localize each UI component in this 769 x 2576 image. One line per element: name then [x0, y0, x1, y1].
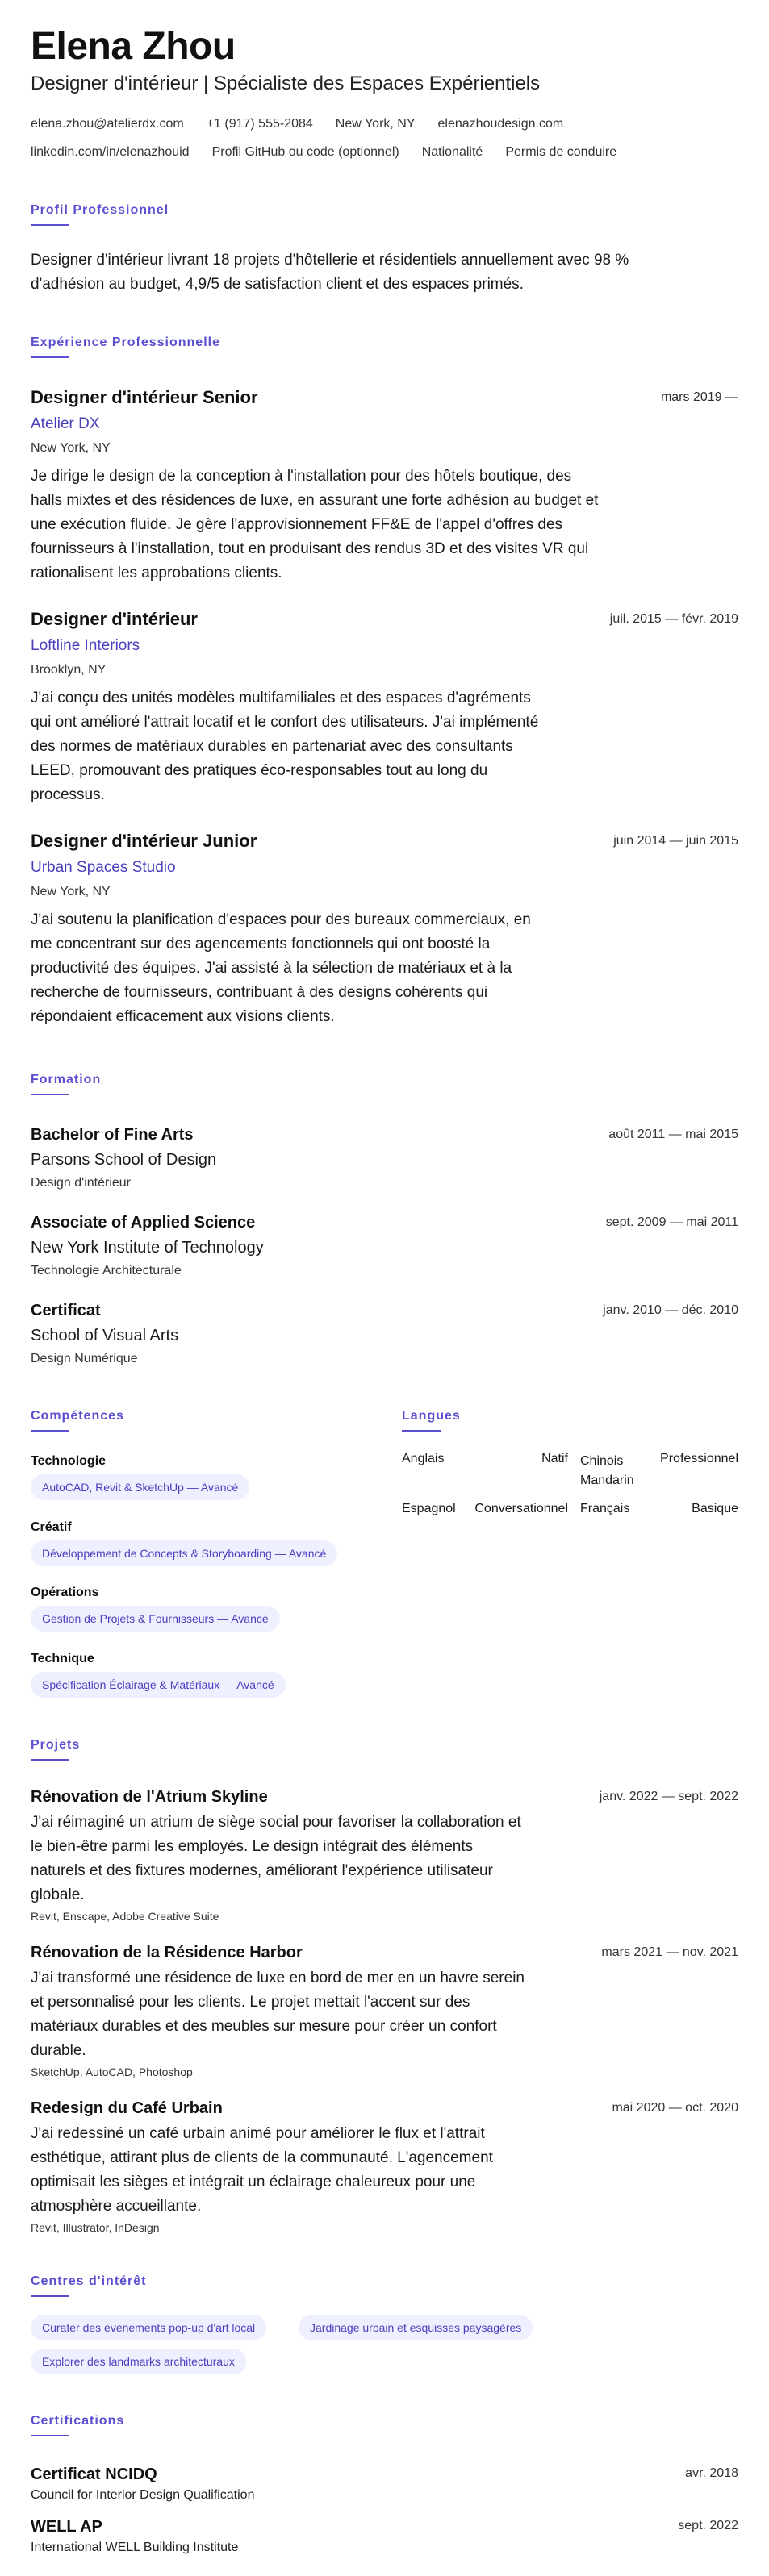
- website-link[interactable]: elenazhoudesign.com: [437, 117, 564, 131]
- interest-chip: Explorer des landmarks architecturaux: [31, 2349, 246, 2374]
- section-rule: [31, 2295, 69, 2297]
- job-company: Urban Spaces Studio: [31, 859, 176, 876]
- job-description-line: processus.: [31, 786, 105, 803]
- job-description-line: me concentrant sur des agencements fonctionnels qui ont boosté la: [31, 936, 491, 952]
- job-description: [31, 908, 660, 1029]
- job-description-line: répondaient efficacement aux visions clients.: [31, 1008, 335, 1025]
- section-title-languages: Langues: [402, 1409, 461, 1423]
- project-title: Rénovation de la Résidence Harbor: [31, 1944, 303, 1961]
- job-dates: juil. 2015 — févr. 2019: [609, 612, 738, 626]
- cert-name: WELL AP: [31, 2518, 102, 2536]
- job-description-line: LEED, promouvant des pratiques éco-responsables tout au long du: [31, 762, 488, 779]
- edu-dates: sept. 2009 — mai 2011: [605, 1215, 738, 1229]
- project-description-line: et personnalisé pour les clients. Le projet mettait l'accent sur des: [31, 1994, 470, 2011]
- edu-degree: Certificat: [31, 1302, 101, 1319]
- edu-field: Design d'intérieur: [31, 1176, 132, 1190]
- cert-date: sept. 2022: [678, 2519, 738, 2532]
- job-description-line: Je dirige le design de la conception à l'installation pour des hôtels boutique, des: [31, 468, 572, 485]
- github-link[interactable]: Profil GitHub ou code (optionnel): [211, 145, 399, 159]
- section-rule: [31, 1430, 69, 1432]
- job-description-line: recherche de fournisseurs, contribuant à des designs cohérents qui: [31, 984, 488, 1001]
- section-rule: [31, 224, 69, 226]
- contact-row-1: [31, 117, 586, 131]
- cert-issuer: International WELL Building Institute: [31, 2541, 239, 2554]
- language-name: Français: [580, 1502, 630, 1515]
- project-dates: mars 2021 — nov. 2021: [601, 1945, 738, 1959]
- section-rule: [31, 2435, 69, 2436]
- job-title: Designer d'intérieur: [31, 609, 198, 629]
- project-description-line: J'ai réimaginé un atrium de siège social pour favoriser la collaboration et: [31, 1814, 521, 1831]
- section-rule: [31, 356, 69, 358]
- project-title: Redesign du Café Urbain: [31, 2099, 223, 2117]
- job-dates: juin 2014 — juin 2015: [613, 834, 738, 848]
- project-title: Rénovation de l'Atrium Skyline: [31, 1788, 268, 1806]
- project-tools: Revit, Enscape, Adobe Creative Suite: [31, 1910, 219, 1923]
- edu-degree: Associate of Applied Science: [31, 1214, 256, 1232]
- project-description-line: naturels et des fixtures modernes, améliorant l'expérience utilisateur: [31, 1862, 493, 1879]
- job-company: Atelier DX: [31, 415, 100, 432]
- edu-dates: août 2011 — mai 2015: [608, 1128, 738, 1141]
- job-company: Loftline Interiors: [31, 637, 140, 654]
- project-description-line: le bien-être parmi les employés. Le design intégrait des éléments: [31, 1838, 474, 1855]
- project-description-line: durable.: [31, 2042, 86, 2059]
- project-dates: mai 2020 — oct. 2020: [612, 2101, 738, 2115]
- project-description-line: J'ai redessiné un café urbain animé pour améliorer le flux et l'attrait: [31, 2125, 485, 2142]
- skill-category: Technique: [31, 1652, 94, 1665]
- contact-row-2: [31, 145, 639, 160]
- linkedin-link[interactable]: linkedin.com/in/elenazhouid: [31, 145, 190, 159]
- job-description-line: des normes de matériaux durables en partenariat avec des consultants: [31, 738, 513, 755]
- language-level: Basique: [692, 1502, 738, 1515]
- skill-chip: Développement de Concepts & Storyboarding — Avancé: [31, 1540, 337, 1566]
- job-description-line: halls mixtes et des résidences de luxe, en assurant une forte adhésion au budget et: [31, 492, 599, 509]
- project-tools: Revit, Illustrator, InDesign: [31, 2221, 160, 2234]
- language-level: Professionnel: [660, 1452, 738, 1465]
- project-description-line: J'ai transformé une résidence de luxe en bord de mer en un havre serein: [31, 1970, 525, 1986]
- driving-license: Permis de conduire: [505, 145, 617, 159]
- interest-chip: Jardinage urbain et esquisses paysagères: [299, 2315, 533, 2340]
- email-link[interactable]: elena.zhou@atelierdx.com: [31, 117, 184, 131]
- cert-issuer: Council for Interior Design Qualification: [31, 2488, 255, 2502]
- job-location: New York, NY: [31, 885, 111, 898]
- section-title-education: Formation: [31, 1073, 102, 1086]
- section-title-certifications: Certifications: [31, 2414, 125, 2428]
- cert-name: Certificat NCIDQ: [31, 2466, 157, 2483]
- section-rule: [402, 1430, 441, 1432]
- section-rule: [31, 1759, 69, 1761]
- section-title-interests: Centres d'intérêt: [31, 2274, 147, 2288]
- cert-date: avr. 2018: [685, 2466, 738, 2480]
- edu-school: New York Institute of Technology: [31, 1239, 264, 1257]
- job-location: Brooklyn, NY: [31, 663, 107, 677]
- section-title-profile: Profil Professionnel: [31, 203, 169, 217]
- job-description-line: rationalisent les approbations clients.: [31, 565, 282, 581]
- skill-chip: AutoCAD, Revit & SketchUp — Avancé: [31, 1474, 249, 1500]
- project-description: [31, 1966, 579, 2063]
- project-dates: janv. 2022 — sept. 2022: [599, 1790, 738, 1803]
- job-title: Designer d'intérieur Junior: [31, 831, 257, 851]
- project-description-line: optimisait les sièges et intégrait un éclairage chaleureux pour une: [31, 2174, 476, 2190]
- section-title-skills: Compétences: [31, 1409, 124, 1423]
- job-location: New York, NY: [31, 441, 111, 455]
- skill-category: Créatif: [31, 1520, 72, 1534]
- project-tools: SketchUp, AutoCAD, Photoshop: [31, 2065, 193, 2078]
- edu-school: Parsons School of Design: [31, 1151, 217, 1169]
- project-description-line: globale.: [31, 1886, 85, 1903]
- job-description-line: une exécution fluide. Je gère l'approvisionnement FF&E de l'appel d'offres des: [31, 516, 563, 533]
- phone-link[interactable]: +1 (917) 555-2084: [206, 117, 313, 131]
- job-description-line: J'ai conçu des unités modèles multifamiliales et des espaces d'agréments: [31, 690, 531, 707]
- job-description-line: qui ont amélioré l'attrait locatif et le confort des utilisateurs. J'ai implémenté: [31, 714, 539, 731]
- language-name: Chinois Mandarin: [580, 1454, 634, 1487]
- section-rule: [31, 1094, 69, 1095]
- language-level: Natif: [541, 1452, 568, 1465]
- candidate-name: Elena Zhou: [31, 25, 236, 68]
- edu-field: Technologie Architecturale: [31, 1264, 182, 1278]
- headline: Designer d'intérieur | Spécialiste des Espaces Expérientiels: [31, 73, 541, 94]
- job-description-line: J'ai soutenu la planification d'espaces pour des bureaux commerciaux, en: [31, 911, 531, 928]
- edu-school: School of Visual Arts: [31, 1327, 179, 1344]
- job-title: Designer d'intérieur Senior: [31, 387, 258, 407]
- skill-chip: Gestion de Projets & Fournisseurs — Avancé: [31, 1606, 280, 1632]
- job-description: [31, 686, 660, 807]
- interest-chip: Curater des événements pop-up d'art local: [31, 2315, 266, 2340]
- profile-line-2: d'adhésion au budget, 4,9/5 de satisfaction client et des espaces primés.: [31, 276, 524, 293]
- edu-degree: Bachelor of Fine Arts: [31, 1126, 194, 1144]
- nationality: Nationalité: [421, 145, 483, 159]
- job-description-line: fournisseurs à l'installation, tout en produisant des rendus 3D et des visites VR qui: [31, 540, 589, 557]
- project-description-line: matériaux durables et des meubles sur mesure pour créer un confort: [31, 2018, 497, 2035]
- language-level: Conversationnel: [474, 1502, 568, 1515]
- edu-dates: janv. 2010 — déc. 2010: [603, 1303, 738, 1317]
- project-description: [31, 2122, 579, 2219]
- skill-category: Technologie: [31, 1454, 107, 1468]
- project-description: [31, 1811, 579, 1907]
- skill-chip: Spécification Éclairage & Matériaux — Avancé: [31, 1672, 286, 1698]
- project-description-line: atmosphère accueillante.: [31, 2198, 202, 2215]
- project-description-line: esthétique, attirant plus de clients de la communauté. L'agencement: [31, 2149, 493, 2166]
- job-dates: mars 2019 —: [660, 390, 738, 404]
- location: New York, NY: [335, 117, 416, 131]
- profile-line-1: Designer d'intérieur livrant 18 projets d'hôtellerie et résidentiels annuellement avec 98 %: [31, 252, 629, 269]
- job-description: [31, 465, 660, 586]
- skill-category: Opérations: [31, 1586, 99, 1599]
- job-description-line: productivité des équipes. J'ai assisté à la sélection de matériaux et à la: [31, 960, 512, 977]
- language-name: Anglais: [402, 1452, 445, 1465]
- section-title-experience: Expérience Professionnelle: [31, 336, 220, 349]
- language-name: Espagnol: [402, 1502, 456, 1515]
- edu-field: Design Numérique: [31, 1352, 138, 1365]
- section-title-projects: Projets: [31, 1738, 81, 1752]
